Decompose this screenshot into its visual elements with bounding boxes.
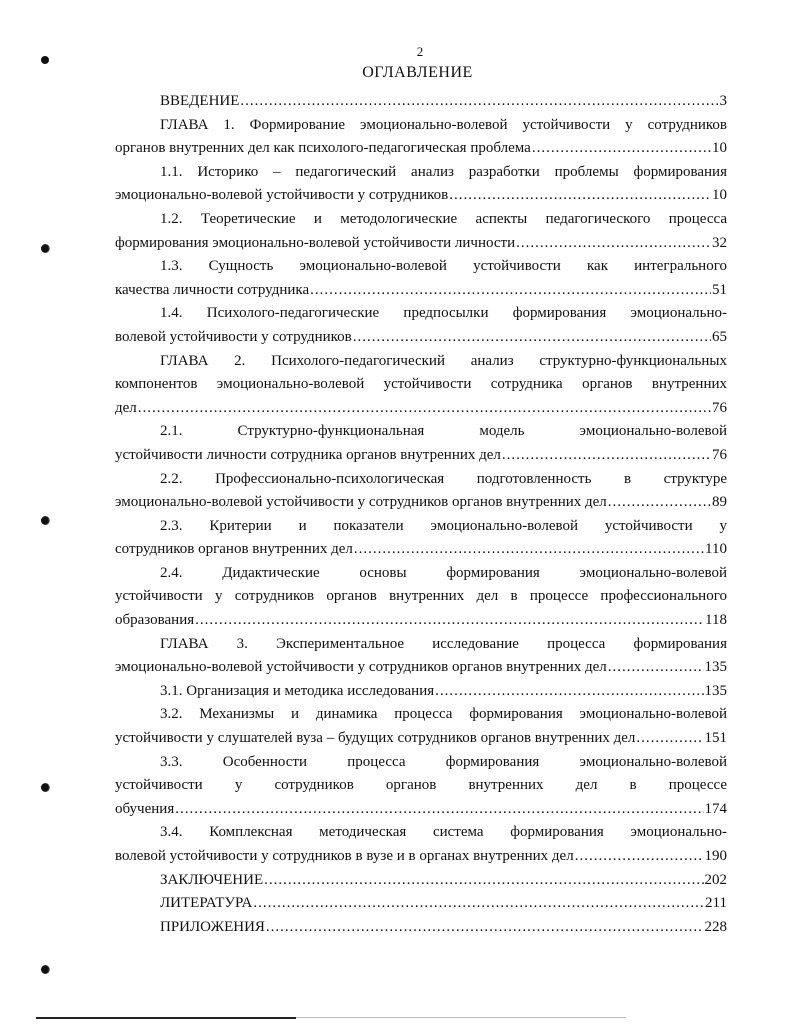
toc-entry <box>115 515 727 562</box>
toc-page-number: 51 <box>712 281 727 298</box>
binder-hole-icon <box>41 516 50 525</box>
toc-entry-line: 3.2. Механизмы и динамика процесса формирования эмоционально-волевой <box>160 706 727 723</box>
dot-leader <box>608 656 704 680</box>
toc-entry-line: 3.3. Особенности процесса формирования эмоционально-волевой <box>160 753 727 770</box>
toc-page-number: 202 <box>704 871 727 888</box>
toc-entry-text: устойчивости личности сотрудника органов внутренних дел <box>115 446 501 463</box>
toc-entry-text: устойчивости у слушателей вуза – будущих сотрудников органов внутренних дел <box>115 730 636 747</box>
toc-entry-line: 1.3. Сущность эмоционально-волевой устойчивости как интегрального <box>160 258 727 275</box>
toc-entry-text: ЗАКЛЮЧЕНИЕ <box>160 871 264 888</box>
toc-entry-line: 2.4. Дидактические основы формирования эмоционально-волевой <box>160 564 727 581</box>
toc-entry-text: ВВЕДЕНИЕ <box>160 93 240 109</box>
toc-entry-text: эмоционально-волевой устойчивости у сотрудников органов внутренних дел <box>115 494 607 511</box>
toc-entry-line: 1.1. Историко – педагогический анализ разработки проблемы формирования <box>160 163 727 180</box>
toc-entry-line: 2.1. Структурно-функциональная модель эмоционально-волевой <box>160 423 727 440</box>
dot-leader <box>175 798 703 822</box>
toc-entry-last-line <box>115 184 727 208</box>
dot-leader <box>266 916 704 940</box>
toc-entry-last-line <box>115 869 727 893</box>
toc-entry-text: качества личности сотрудника <box>115 281 310 298</box>
toc-page-number: 32 <box>712 234 727 251</box>
toc-entry-line: 2.3. Критерии и показатели эмоционально-волевой устойчивости у <box>160 517 727 534</box>
toc-entry-last-line <box>115 397 727 421</box>
dot-leader <box>449 184 711 208</box>
toc-entry-text: 3.1. Организация и методика исследования <box>160 682 435 699</box>
dot-leader <box>264 869 703 893</box>
scan-edge-line <box>296 1017 626 1018</box>
toc-entry <box>115 350 727 421</box>
toc-entry <box>115 869 727 893</box>
toc-entry <box>115 468 727 515</box>
scan-edge-line <box>36 1017 296 1019</box>
toc-page-number: 211 <box>705 895 727 912</box>
toc-page-number: 118 <box>705 612 727 629</box>
toc-entry-last-line <box>115 538 727 562</box>
dot-leader <box>138 397 711 421</box>
toc-entry-text: ЛИТЕРАТУРА <box>160 895 253 912</box>
dot-leader <box>575 845 704 869</box>
toc-entry-text: дел <box>115 399 137 416</box>
toc-entry-last-line <box>115 279 727 303</box>
binder-hole-icon <box>41 965 50 974</box>
toc-entry-line: 2.2. Профессионально-психологическая подготовленность в структуре <box>160 470 727 487</box>
toc-entry-line: ГЛАВА 2. Психолого-педагогический анализ структурно-функциональных <box>160 352 727 369</box>
toc-entry-text: сотрудников органов внутренних дел <box>115 541 353 558</box>
toc-page-number: 228 <box>704 918 727 935</box>
toc-title: ОГЛАВЛЕНИЕ <box>362 64 473 81</box>
toc-entry-text: эмоционально-волевой устойчивости у сотрудников <box>115 187 449 204</box>
toc-entry-last-line <box>115 656 727 680</box>
toc-entry-last-line <box>115 609 727 633</box>
toc-entry-last-line <box>115 491 727 515</box>
toc-page-number: 10 <box>712 140 727 157</box>
toc-entry <box>115 680 727 704</box>
toc-entry-last-line <box>115 232 727 256</box>
binder-hole-icon <box>41 56 49 64</box>
toc-entry-line: компонентов эмоционально-волевой устойчивости сотрудника органов внутренних <box>115 376 727 393</box>
dot-leader <box>310 279 711 303</box>
toc-entry <box>115 633 727 680</box>
toc-entry-line: 1.4. Психолого-педагогические предпосылки формирования эмоционально- <box>160 305 727 322</box>
toc-entry-last-line <box>115 326 727 350</box>
dot-leader <box>532 137 711 161</box>
toc-page-number: 110 <box>705 541 727 558</box>
dot-leader <box>636 727 703 751</box>
toc-page-number: 76 <box>712 446 727 463</box>
toc-entry-last-line <box>115 892 727 916</box>
toc-page-number: 190 <box>704 848 727 864</box>
dot-leader <box>195 609 704 633</box>
toc-page-number: 76 <box>712 399 727 416</box>
dot-leader <box>253 892 704 916</box>
dot-leader <box>516 232 711 256</box>
toc-entry-text: образования <box>115 612 195 629</box>
dot-leader <box>608 491 711 515</box>
toc-entry <box>115 420 727 467</box>
toc-entry-last-line <box>115 727 727 751</box>
toc-page-number: 135 <box>704 659 727 676</box>
toc-entry-last-line <box>115 680 727 704</box>
toc-page-number: 89 <box>712 494 727 511</box>
dot-leader <box>354 538 704 562</box>
toc-entry <box>115 751 727 822</box>
toc-page-number: 135 <box>704 682 727 699</box>
toc-entry <box>115 821 727 868</box>
toc-page-number: 3 <box>719 93 727 109</box>
toc-entry-text: ПРИЛОЖЕНИЯ <box>160 918 265 935</box>
toc-entry <box>115 703 727 750</box>
toc-entry-line: ГЛАВА 3. Экспериментальное исследование процесса формирования <box>160 635 727 652</box>
toc-page-number: 174 <box>704 800 727 817</box>
toc-entry-text: волевой устойчивости у сотрудников <box>115 328 352 345</box>
table-of-contents <box>115 90 727 939</box>
toc-entry-line: 3.4. Комплексная методическая система формирования эмоционально- <box>160 824 727 841</box>
toc-entry-last-line <box>115 798 727 822</box>
toc-page-number: 65 <box>712 328 727 345</box>
toc-entry-last-line <box>115 916 727 940</box>
toc-entry <box>115 90 727 114</box>
toc-entry <box>115 916 727 940</box>
toc-entry-text: обучения <box>115 800 175 817</box>
toc-entry-line: устойчивости у сотрудников органов внутренних дел в процессе <box>115 777 727 794</box>
toc-page-number: 151 <box>704 730 727 747</box>
page-number: 2 <box>416 44 424 59</box>
toc-entry <box>115 892 727 916</box>
toc-entry <box>115 114 727 161</box>
toc-entry <box>115 161 727 208</box>
toc-entry-last-line <box>115 137 727 161</box>
toc-entry-last-line <box>115 444 727 468</box>
toc-entry-line: устойчивости у сотрудников органов внутренних дел в процессе профессионального <box>115 588 727 605</box>
dot-leader <box>502 444 711 468</box>
toc-entry-text: органов внутренних дел как психолого-педагогическая проблема <box>115 140 531 157</box>
toc-entry-line: ГЛАВА 1. Формирование эмоционально-волевой устойчивости у сотрудников <box>160 116 727 133</box>
dot-leader <box>435 680 703 704</box>
toc-entry <box>115 208 727 255</box>
toc-entry-last-line <box>115 845 727 869</box>
toc-entry <box>115 302 727 349</box>
toc-page-number: 10 <box>712 187 727 204</box>
dot-leader <box>353 326 711 350</box>
toc-entry-line: 1.2. Теоретические и методологические аспекты педагогического процесса <box>160 210 727 227</box>
toc-entry <box>115 562 727 633</box>
dot-leader <box>240 90 718 114</box>
toc-entry-text: эмоционально-волевой устойчивости у сотрудников органов внутренних дел <box>115 659 607 676</box>
toc-entry-last-line <box>115 90 727 114</box>
binder-hole-icon <box>41 244 50 253</box>
toc-entry-text: формирования эмоционально-волевой устойчивости личности <box>115 234 516 251</box>
toc-entry-text: волевой устойчивости у сотрудников в вузе и в органах внутренних дел <box>115 848 574 864</box>
toc-entry <box>115 255 727 302</box>
binder-hole-icon <box>41 783 50 792</box>
